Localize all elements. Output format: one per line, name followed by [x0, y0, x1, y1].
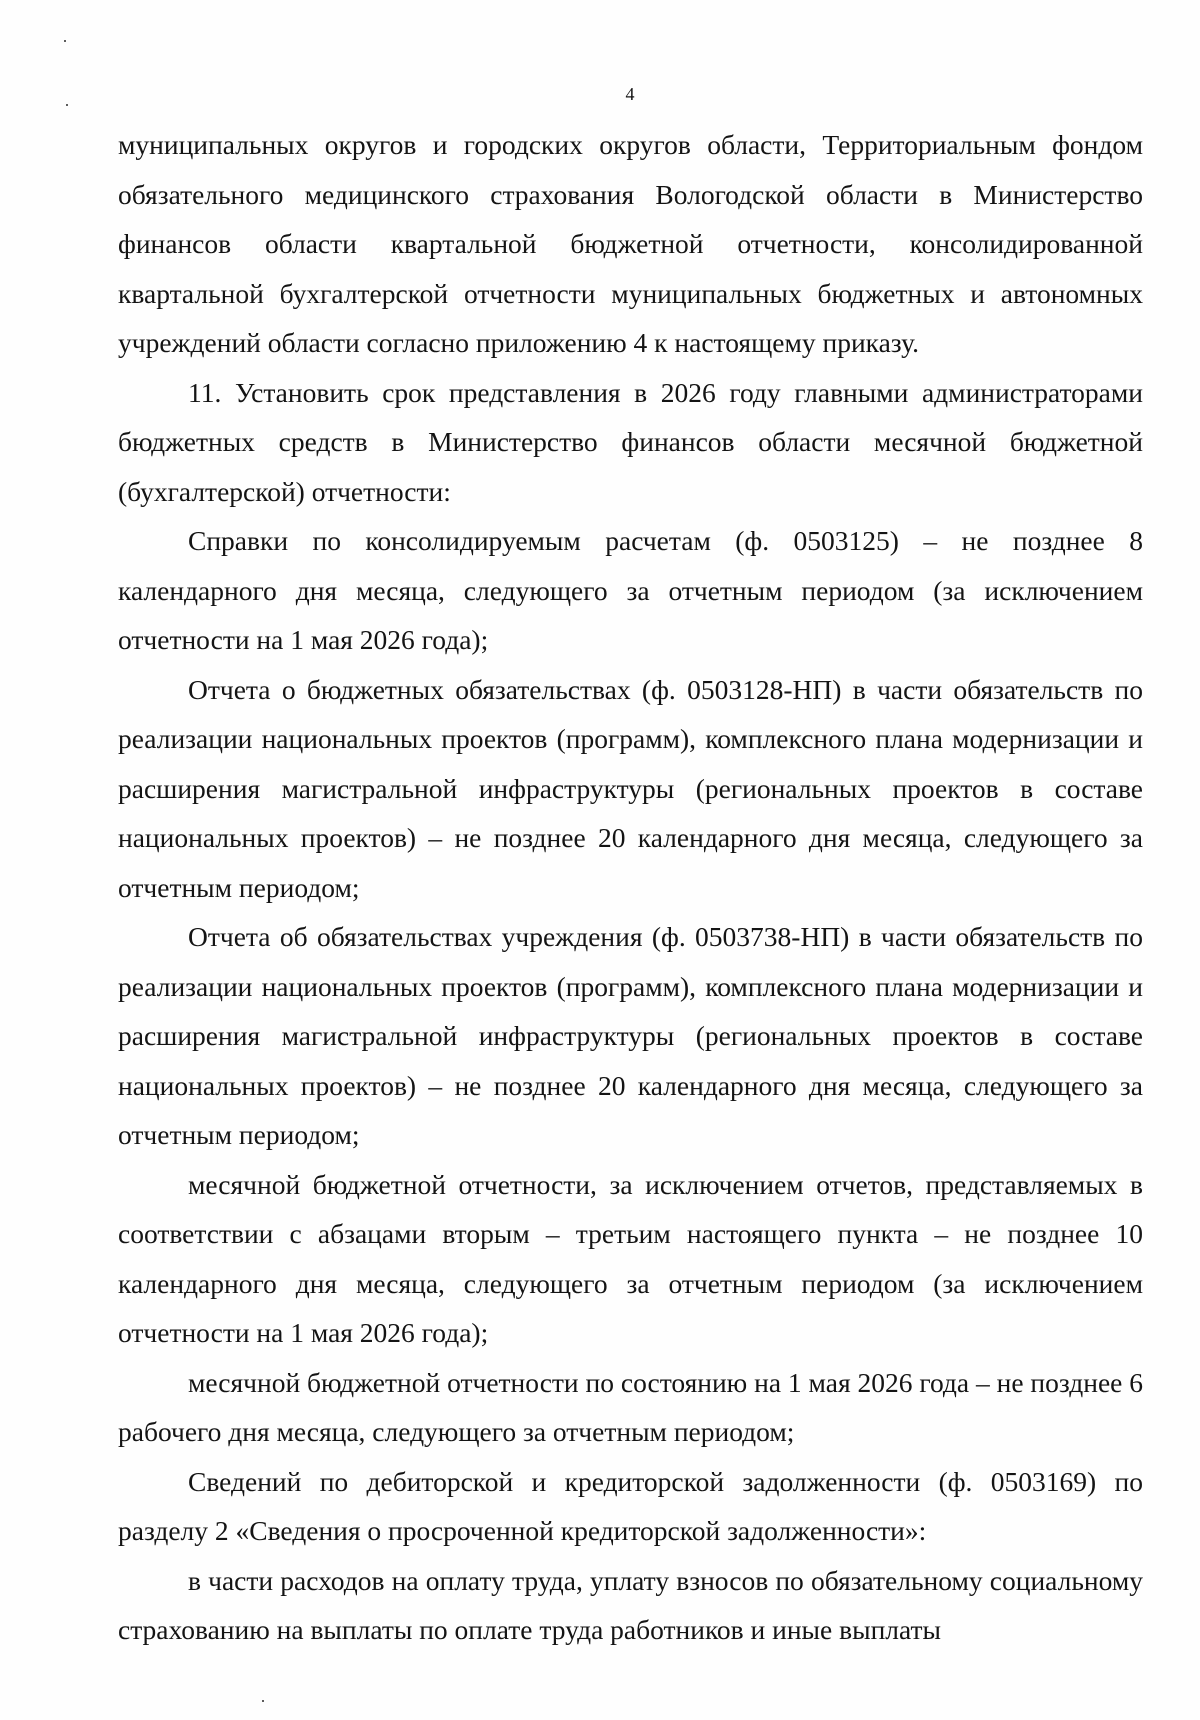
- paragraph-form-0503169: Сведений по дебиторской и кредиторской задолженности (ф. 0503169) по разделу 2 «Сведения о просроченной кредиторской задолженности»:: [118, 1465, 1143, 1546]
- paragraph-item-11: 11. Установить срок представления в 2026 году главными администраторами бюджетных средств в Министерство финансов области месячной бюджетной (бухгалтерской) отчетности:: [118, 376, 1143, 507]
- paragraph-form-0503125: Справки по консолидируемым расчетам (ф. 0503125) – не позднее 8 календарного дня месяца, следующего за отчетным периодом (за исключением отчетности на 1 мая 2026 года);: [118, 525, 1143, 655]
- document-body: [118, 120, 1143, 1655]
- paragraph-form-0503738-np: Отчета об обязательствах учреждения (ф. 0503738-НП) в части обязательств по реализации национальных проектов (программ), комплексного плана модернизации и расширения магистральной инфраструктуры (региональных проектов в составе национальных проектов) – не позднее 20 календарного дня месяца, следующего за отчетным периодом;: [118, 921, 1143, 1150]
- scan-speck: [262, 1700, 264, 1702]
- page-number: 4: [625, 84, 635, 104]
- paragraph-continuation: муниципальных округов и городских округов области, Территориальным фондом обязательного медицинского страхования Вологодской области в Министерство финансов области квартальной бюджетной отчетности, консолидированной квартальной бухгалтерской отчетности муниципальных бюджетных и автономных учреждений области согласно приложению 4 к настоящему приказу.: [118, 129, 1143, 358]
- scan-speck: [64, 40, 66, 42]
- paragraph-form-0503128-np: Отчета о бюджетных обязательствах (ф. 0503128-НП) в части обязательств по реализации национальных проектов (программ), комплексного плана модернизации и расширения магистральной инфраструктуры (региональных проектов в составе национальных проектов) – не позднее 20 календарного дня месяца, следующего за отчетным периодом;: [118, 673, 1143, 903]
- paragraph-monthly-may-1: месячной бюджетной отчетности по состоянию на 1 мая 2026 года – не позднее 6 рабочего дня месяца, следующего за отчетным периодом;: [118, 1366, 1143, 1447]
- paragraph-labor-payments: в части расходов на оплату труда, уплату взносов по обязательному социальному страхованию на выплаты по оплате труда работников и иные выплаты: [118, 1564, 1143, 1645]
- paragraph-monthly-budget-reporting: месячной бюджетной отчетности, за исключением отчетов, представляемых в соответствии с абзацами вторым – третьим настоящего пункта – не позднее 10 календарного дня месяца, следующего за отчетным периодом (за исключением отчетности на 1 мая 2026 года);: [118, 1168, 1143, 1348]
